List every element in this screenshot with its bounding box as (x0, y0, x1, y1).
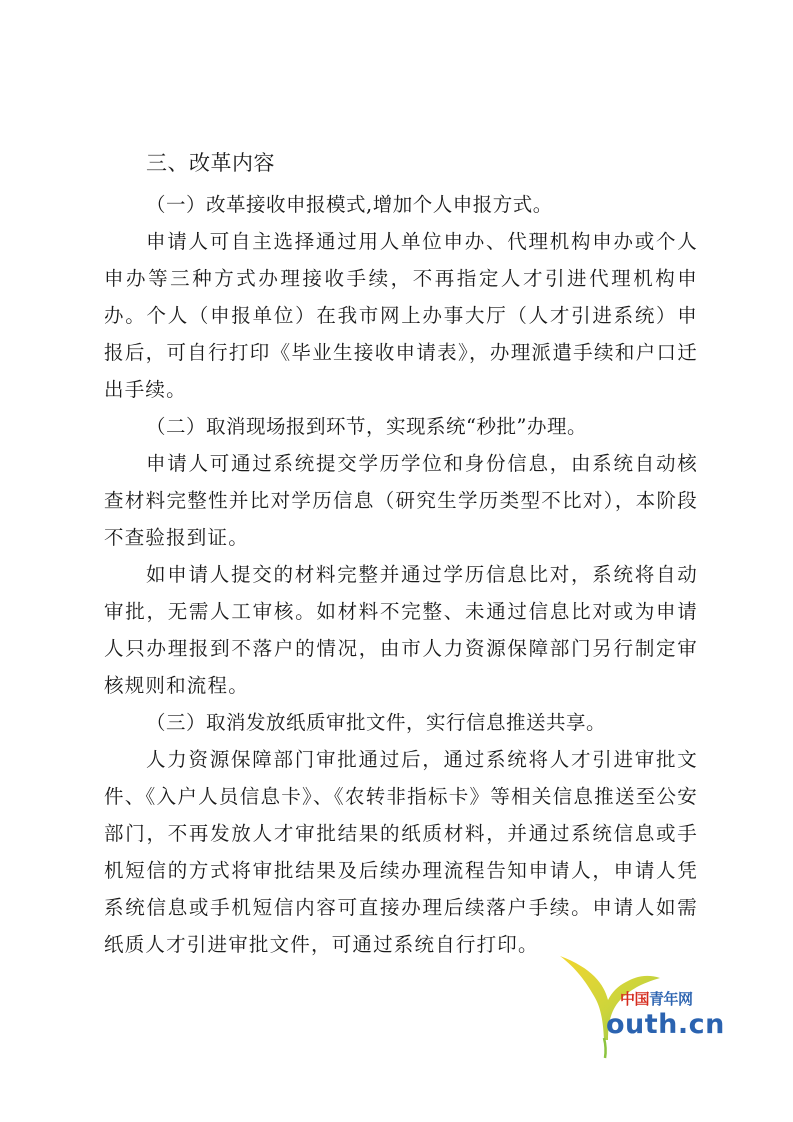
section-heading: 三、改革内容 (146, 151, 275, 175)
youth-cn-english-logo: outh.cn (606, 1009, 725, 1040)
youth-cn-watermark (556, 948, 736, 1060)
body-paragraph: 申请人可自主选择通过用人单位申办、代理机构申办或个人申办等三种方式办理接收手续，不再指定人才引进代理机构申办。个人（申报单位）在我市网上办事大厅（人才引进系统）申报后，可自行打印《毕业生接收申请表》，办理派遣手续和户口迁出手续。 (104, 230, 698, 401)
document-body (104, 140, 698, 963)
document-blocks (104, 186, 698, 963)
body-paragraph: 人力资源保障部门审批通过后，通过系统将人才引进审批文件、《入户人员信息卡》、《农转非指标卡》等相关信息推送至公安部门，不再发放人才审批结果的纸质材料，并通过系统信息或手机短信的方式将审批结果及后续办理流程告知申请人，申请人凭系统信息或手机短信内容可直接办理后续落户手续。申请人如需纸质人才引进审批文件，可通过系统自行打印。 (104, 748, 698, 956)
sub-heading: （三）取消发放纸质审批文件，实行信息推送共享。 (146, 711, 607, 734)
body-paragraph: 如申请人提交的材料完整并通过学历信息比对，系统将自动审批，无需人工审核。如材料不完整、未通过信息比对或为申请人只办理报到不落户的情况，由市人力资源保障部门另行制定审核规则和流程。 (104, 563, 698, 697)
body-paragraph: 申请人可通过系统提交学历学位和身份信息，由系统自动核查材料完整性并比对学历信息（研究生学历类型不比对），本阶段不查验报到证。 (104, 452, 698, 549)
sub-heading: （二）取消现场报到环节，实现系统“秒批”办理。 (146, 415, 587, 438)
sub-heading: （一）改革接收申报模式,增加个人申报方式。 (146, 193, 553, 216)
youth-cn-chinese-logo: 中国青年网 (620, 990, 693, 1008)
